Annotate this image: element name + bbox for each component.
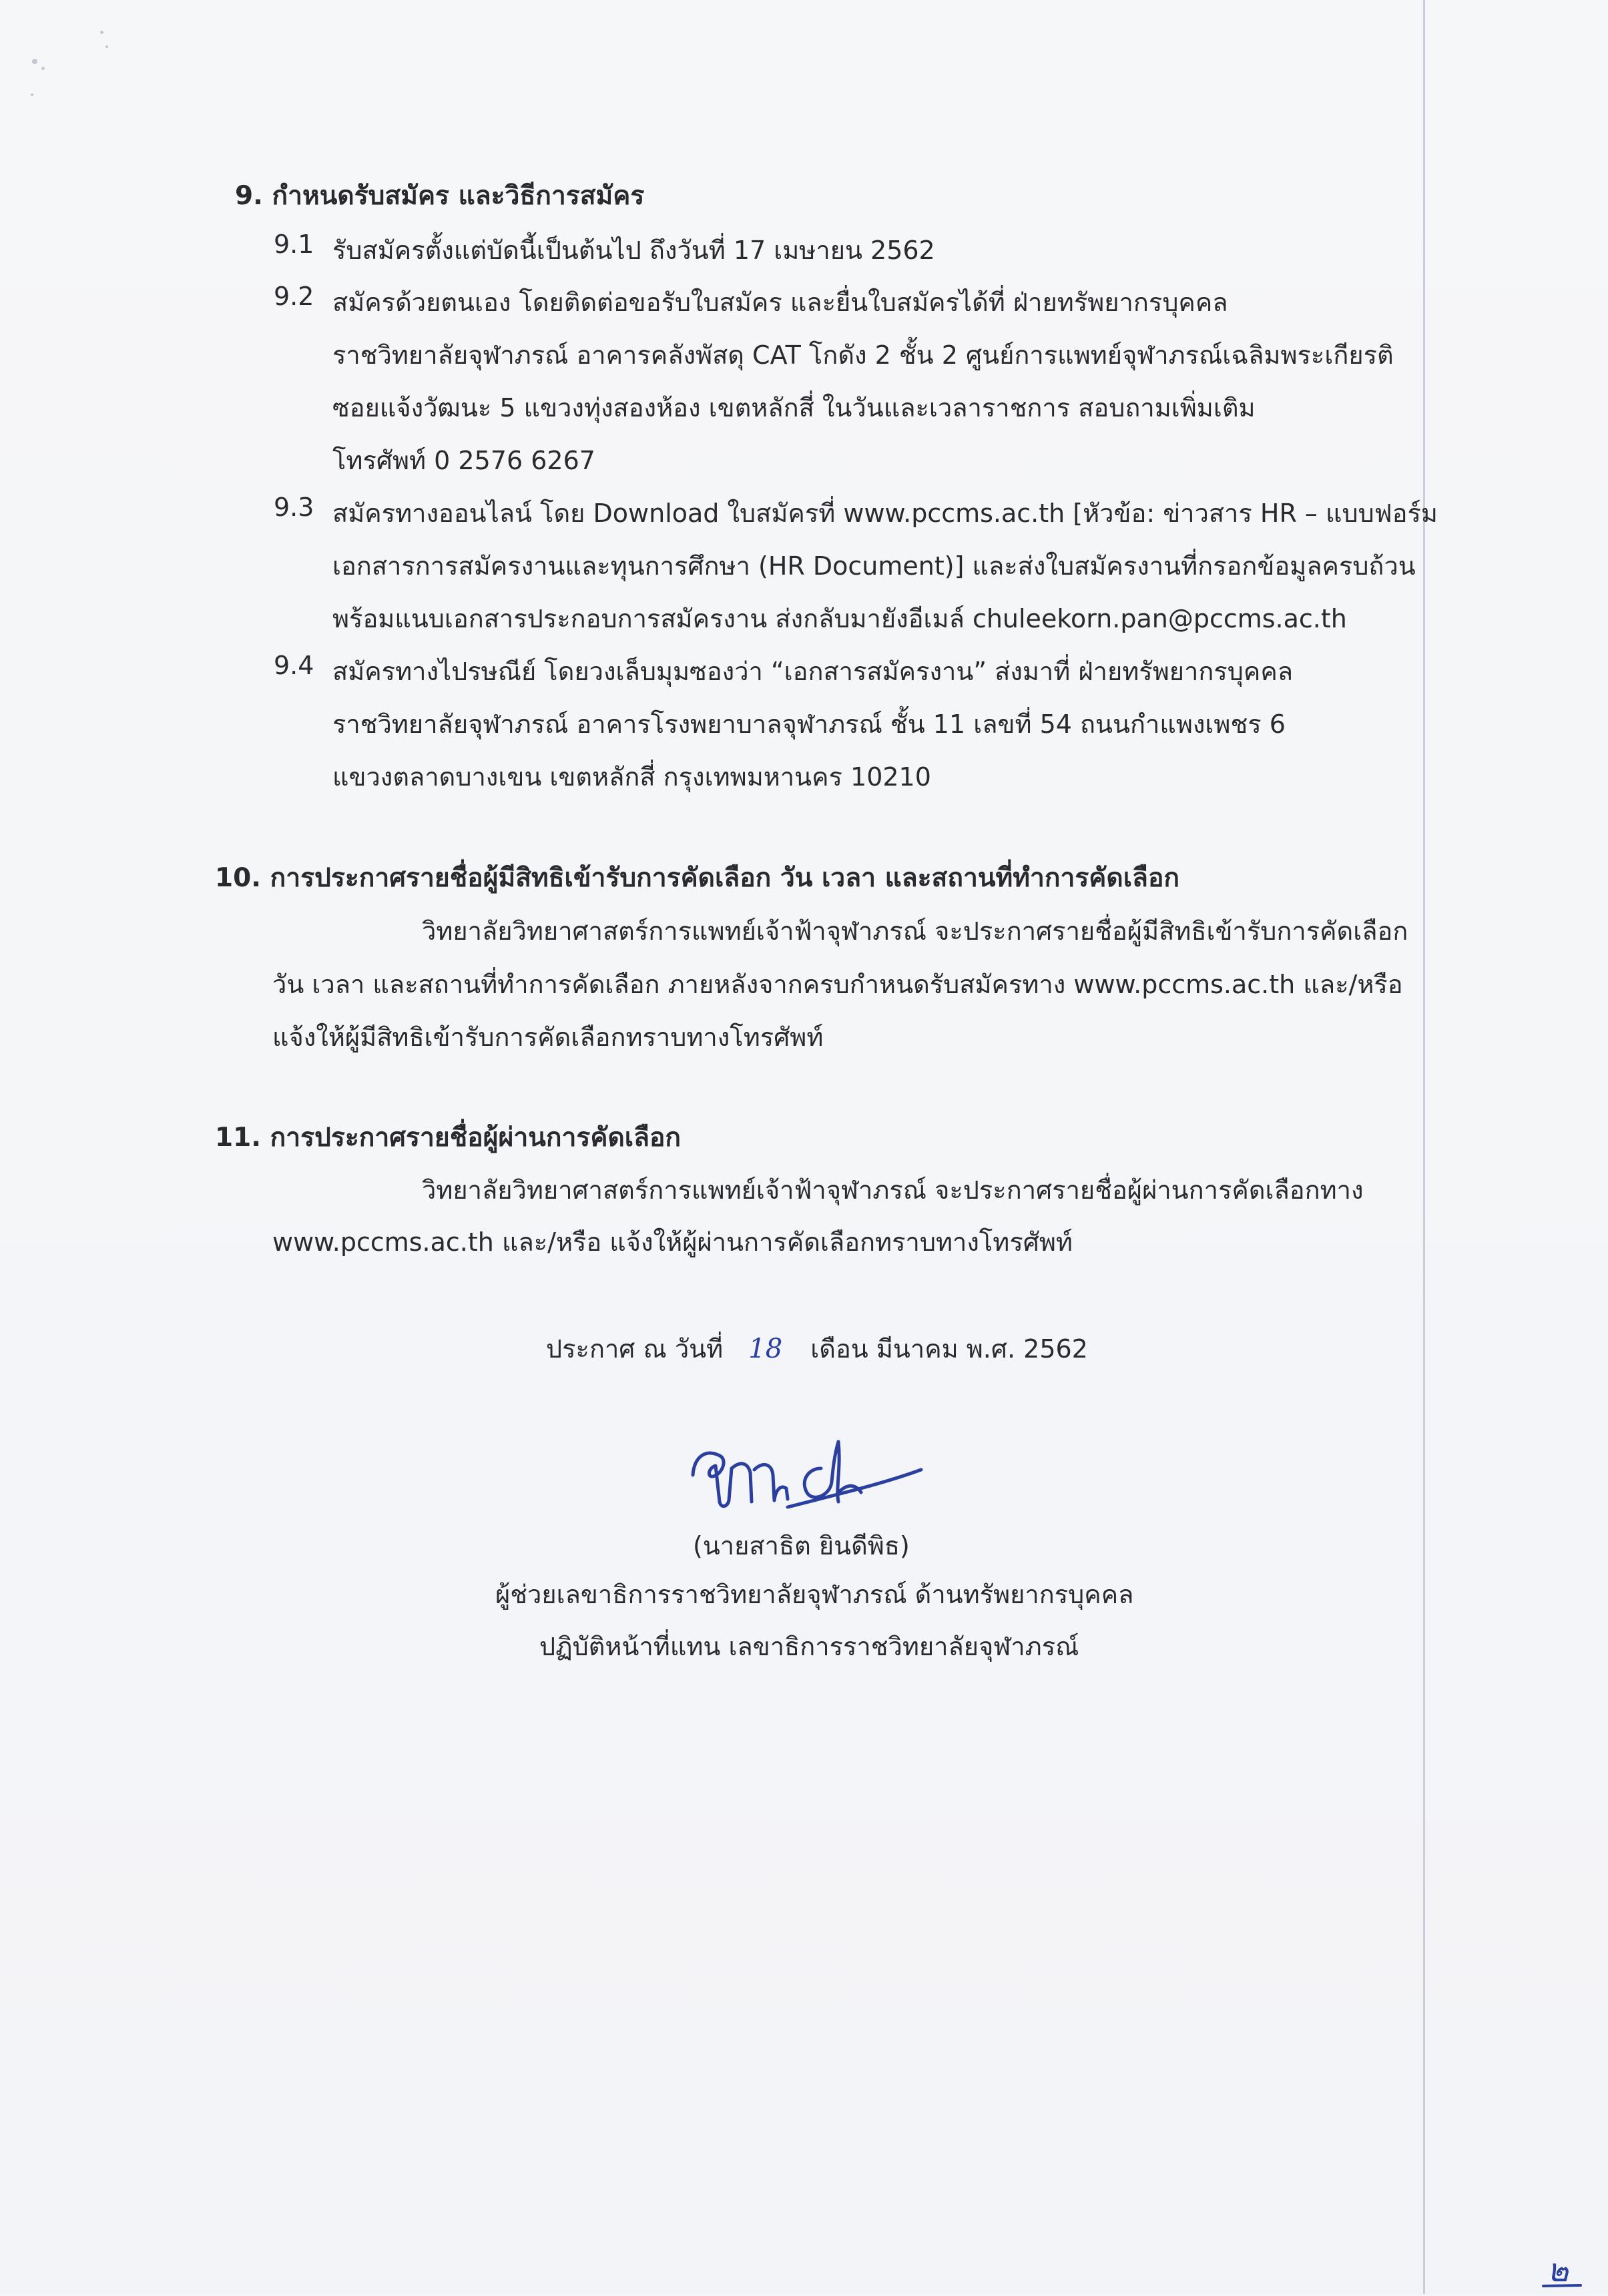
- item-9-1-line-1: รับสมัครตั้งแต่บัดนี้เป็นต้นไป ถึงวันที่ 17 เมษายน 2562: [332, 236, 935, 265]
- page-fold-line: [1423, 0, 1425, 2294]
- section-10-line-1: วิทยาลัยวิทยาศาสตร์การแพทย์เจ้าฟ้าจุฬาภรณ์ จะประกาศรายชื่อผู้มีสิทธิเข้ารับการคัดเลือก: [422, 916, 1408, 946]
- section-10-heading: 10. การประกาศรายชื่อผู้มีสิทธิเข้ารับการคัดเลือก วัน เวลา และสถานที่ทำการคัดเลือก: [215, 863, 1179, 893]
- announcement-day-handwritten: 18: [748, 1334, 783, 1364]
- signatory-title-line-1: ผู้ช่วยเลขาธิการราชวิทยาลัยจุฬาภรณ์ ด้านทรัพยากรบุคคล: [495, 1580, 1134, 1609]
- announcement-date: [546, 1328, 1088, 1369]
- announcement-prefix: ประกาศ ณ วันที่: [546, 1334, 724, 1364]
- scan-speck: [105, 45, 108, 48]
- signatory-name: (นายสาธิต ยินดีพิธ): [693, 1531, 910, 1560]
- section-11-line-1: วิทยาลัยวิทยาศาสตร์การแพทย์เจ้าฟ้าจุฬาภรณ์ จะประกาศรายชื่อผู้ผ่านการคัดเลือกทาง: [422, 1175, 1364, 1205]
- item-9-2-line-4: โทรศัพท์ 0 2576 6267: [332, 446, 595, 475]
- scan-speck: [32, 59, 37, 64]
- item-9-3-line-1: สมัครทางออนไลน์ โดย Download ใบสมัครที่ www.pccms.ac.th [หัวข้อ: ข่าวสาร HR – แบบฟอร์ม: [332, 499, 1438, 528]
- section-10-line-3: แจ้งให้ผู้มีสิทธิเข้ารับการคัดเลือกทราบทางโทรศัพท์: [272, 1023, 824, 1052]
- scan-speck: [100, 31, 103, 34]
- item-9-3-number: 9.3: [274, 493, 314, 522]
- item-9-2-line-2: ราชวิทยาลัยจุฬาภรณ์ อาคารคลังพัสดุ CAT โกดัง 2 ชั้น 2 ศูนย์การแพทย์จุฬาภรณ์เฉลิมพระเกียรติ: [332, 340, 1394, 370]
- item-9-2-line-3: ซอยแจ้งวัฒนะ 5 แขวงทุ่งสองห้อง เขตหลักสี่ ในวันและเวลาราชการ สอบถามเพิ่มเติม: [332, 393, 1256, 422]
- item-9-3-line-2: เอกสารการสมัครงานและทุนการศึกษา (HR Document)] และส่งใบสมัครงานที่กรอกข้อมูลครบถ้วน: [332, 551, 1416, 581]
- item-9-4-line-2: ราชวิทยาลัยจุฬาภรณ์ อาคารโรงพยาบาลจุฬาภรณ์ ชั้น 11 เลขที่ 54 ถนนกำแพงเพชร 6: [332, 709, 1286, 739]
- item-9-2-line-1: สมัครด้วยตนเอง โดยติดต่อขอรับใบสมัคร และยื่นใบสมัครได้ที่ ฝ่ายทรัพยากรบุคคล: [332, 288, 1228, 317]
- item-9-4-line-3: แขวงตลาดบางเขน เขตหลักสี่ กรุงเทพมหานคร 10210: [332, 762, 931, 792]
- item-9-3-line-3: พร้อมแนบเอกสารประกอบการสมัครงาน ส่งกลับมายังอีเมล์ chuleekorn.pan@pccms.ac.th: [332, 604, 1347, 633]
- section-11-heading: 11. การประกาศรายชื่อผู้ผ่านการคัดเลือก: [215, 1123, 682, 1153]
- page-mark-underline: [1542, 2283, 1582, 2289]
- section-9-heading: 9. กำหนดรับสมัคร และวิธีการสมัคร: [235, 181, 645, 211]
- page-number-mark: ๒: [1547, 2252, 1569, 2289]
- section-10-line-2: วัน เวลา และสถานที่ทำการคัดเลือก ภายหลังจากครบกำหนดรับสมัครทาง www.pccms.ac.th และ/หรือ: [272, 970, 1403, 999]
- scan-speck: [31, 93, 33, 96]
- item-9-2-number: 9.2: [274, 282, 314, 311]
- signatory-title-line-2: ปฏิบัติหน้าที่แทน เลขาธิการราชวิทยาลัยจุฬาภรณ์: [539, 1632, 1079, 1661]
- announcement-suffix: เดือน มีนาคม พ.ศ. 2562: [810, 1334, 1088, 1364]
- item-9-4-line-1: สมัครทางไปรษณีย์ โดยวงเล็บมุมซองว่า “เอกสารสมัครงาน” ส่งมาที่ ฝ่ายทรัพยากรบุคคล: [332, 657, 1294, 686]
- scan-speck: [41, 67, 45, 70]
- section-11-line-2: www.pccms.ac.th และ/หรือ แจ้งให้ผู้ผ่านการคัดเลือกทราบทางโทรศัพท์: [272, 1227, 1073, 1257]
- item-9-4-number: 9.4: [274, 651, 314, 680]
- handwritten-signature: [681, 1428, 934, 1528]
- item-9-1-number: 9.1: [274, 230, 314, 259]
